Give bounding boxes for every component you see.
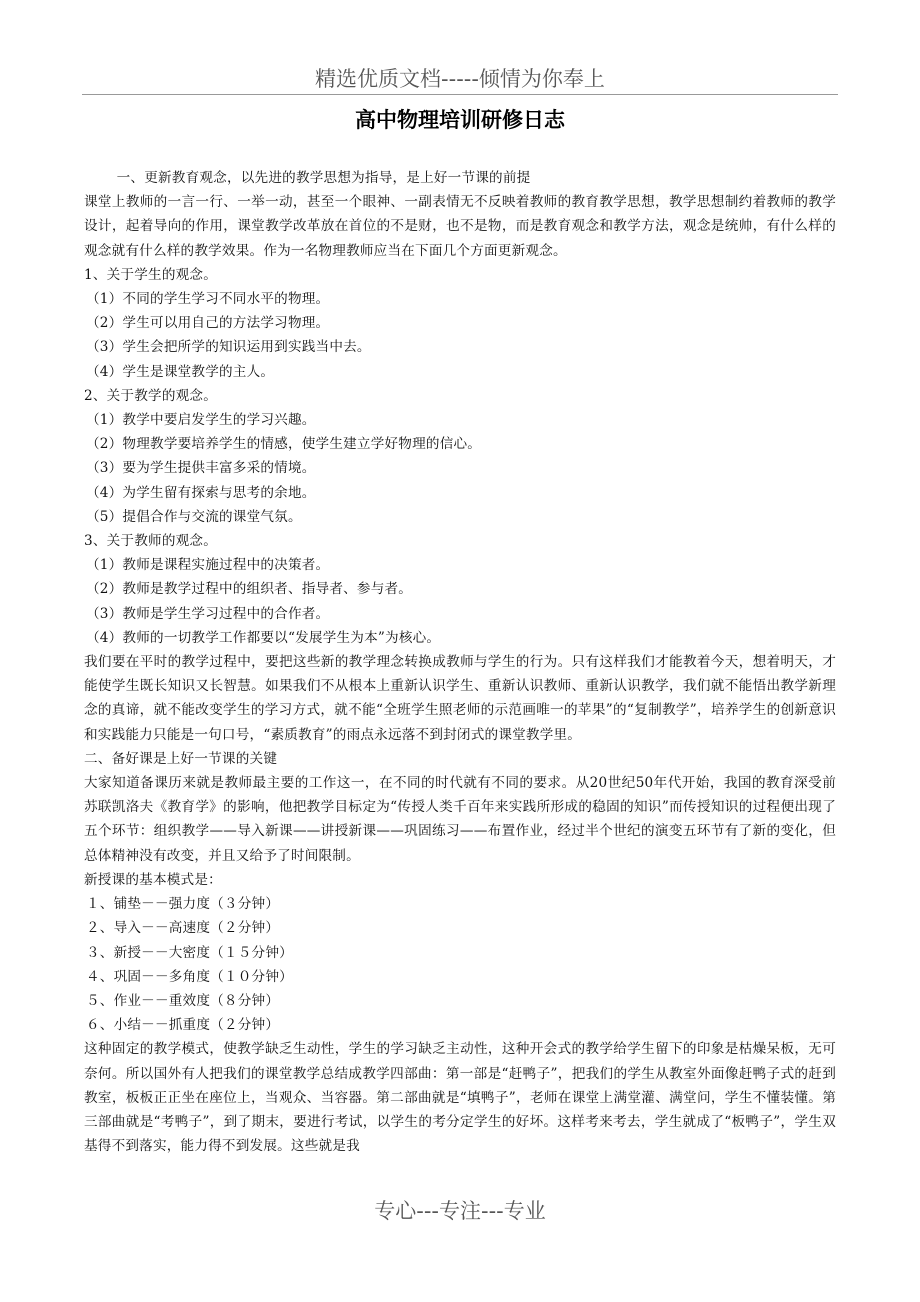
list-item: （1）教师是课程实施过程中的决策者。 — [86, 557, 330, 574]
list-item: １、铺垫－－强力度（３分钟） — [86, 896, 280, 913]
paragraph: 大家知道备课历来就是教师最主要的工作这一，在不同的时代就有不同的要求。从20世纪50年代开始，我国的教育深受前苏联凯洛夫《教育学》的影响，他把教学目标定为“传授人类千百年来实践所形成的稳固的知识”而传授知识的过程便出现了五个环节：组织教学——导入新课——讲授新课——巩固练习——布置作业，经过半个世纪的演变五环节有了新的变化，但总体精神没有改变，并且又给予了时间限制。 — [84, 775, 836, 864]
paragraph: 1、关于学生的观念。 — [84, 266, 217, 283]
list-item: （1）不同的学生学习不同水平的物理。 — [86, 291, 330, 308]
list-item: （5）提倡合作与交流的课堂气氛。 — [86, 508, 302, 525]
list-item: （3）学生会把所学的知识运用到实践当中去。 — [86, 339, 371, 356]
list-item: （1）教学中要启发学生的学习兴趣。 — [86, 412, 316, 429]
list-item: （4）学生是课堂教学的主人。 — [86, 363, 275, 380]
paragraph: 新授课的基本模式是： — [84, 871, 222, 888]
document-title: 高中物理培训研修日志 — [355, 108, 565, 132]
list-item: ２、导入－－高速度（２分钟） — [86, 920, 280, 937]
paragraph: 一、更新教育观念，以先进的教学思想为指导，是上好一节课的前提 — [116, 170, 531, 186]
list-item: （3）要为学生提供丰富多采的情境。 — [86, 460, 316, 477]
page-header: 精选优质文档-----倾情为你奉上 — [82, 64, 838, 95]
list-item: （2）物理教学要培养学生的情感，使学生建立学好物理的信心。 — [86, 436, 482, 453]
list-item: （3）教师是学生学习过程中的合作者。 — [86, 605, 330, 622]
paragraph: 二、备好课是上好一节课的关键 — [84, 750, 278, 767]
document-body — [84, 166, 836, 1158]
list-item: ４、巩固－－多角度（１０分钟） — [86, 968, 293, 985]
paragraph: 课堂上教师的一言一行、一举一动，甚至一个眼神、一副表情无不反映着教师的教育教学思想，教学思想制约着教师的教学设计，起着导向的作用，课堂教学改革放在首位的不是财，也不是物，而是教育观念和教学方法，观念是统帅，有什么样的观念就有什么样的教学效果。作为一名物理教师应当在下面几个方面更新观念。 — [84, 194, 836, 259]
list-item: （2）教师是教学过程中的组织者、指导者、参与者。 — [86, 581, 413, 598]
page-footer: 专心---专注---专业 — [374, 1199, 546, 1223]
list-item: ３、新授－－大密度（１５分钟） — [86, 944, 293, 961]
paragraph: 2、关于教学的观念。 — [84, 387, 217, 404]
paragraph: 这种固定的教学模式，使教学缺乏生动性，学生的学习缺乏主动性，这种开会式的教学给学生留下的印象是枯燥呆板，无可奈何。所以国外有人把我们的课堂教学总结成教学四部曲：第一部是“赶鸭子”，把我们的学生从教室外面像赶鸭子式的赶到教室，板板正正坐在座位上，当观众、当容器。第二部曲就是“填鸭子”，老师在课堂上满堂灌、满堂问，学生不懂装懂。第三部曲就是“考鸭子”，到了期末，要进行考试，以学生的考分定学生的好坏。这样考来考去，学生就成了“板鸭子”，学生双基得不到落实，能力得不到发展。这些就是我 — [84, 1041, 836, 1155]
list-item: （4）教师的一切教学工作都要以“发展学生为本”为核心。 — [86, 629, 441, 646]
paragraph: 3、关于教师的观念。 — [84, 533, 217, 550]
list-item: （4）为学生留有探索与思考的余地。 — [86, 484, 316, 501]
list-item: ５、作业－－重效度（８分钟） — [86, 992, 280, 1009]
paragraph: 我们要在平时的教学过程中，要把这些新的教学理念转换成教师与学生的行为。只有这样我们才能教着今天，想着明天，才能使学生既长知识又长智慧。如果我们不从根本上重新认识学生、重新认识教师、重新认识教学，我们就不能悟出教学新理念的真谛，就不能改变学生的学习方式，就不能“全班学生照老师的示范画唯一的苹果”的“复制教学”，培养学生的创新意识和实践能力只能是一句口号，“素质教育”的雨点永远落不到封闭式的课堂教学里。 — [84, 654, 836, 743]
list-item: ６、小结－－抓重度（２分钟） — [86, 1017, 280, 1034]
list-item: （2）学生可以用自己的方法学习物理。 — [86, 315, 330, 332]
